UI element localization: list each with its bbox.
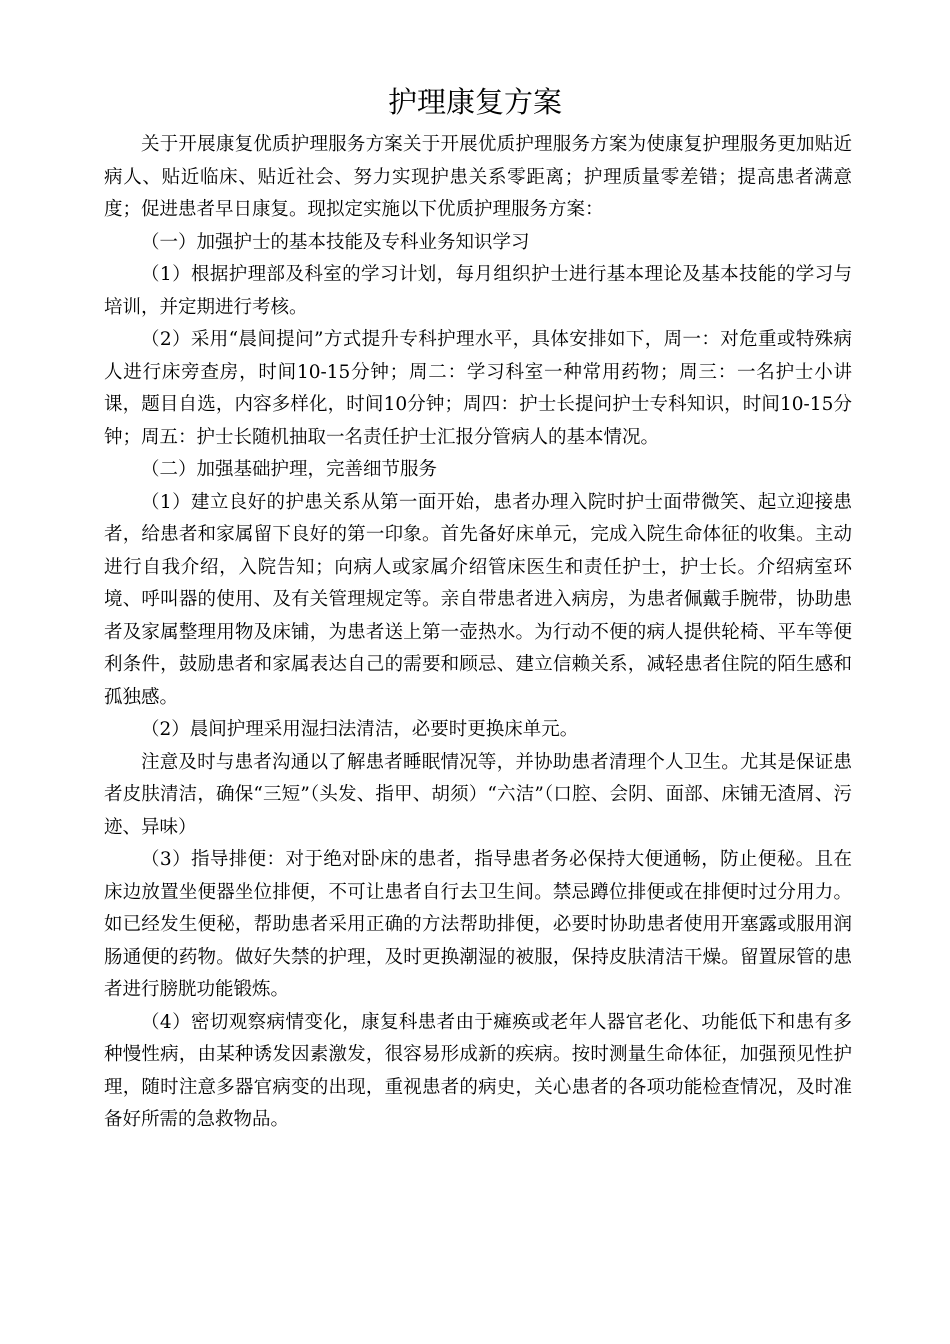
paragraph-2-4: （4）密切观察病情变化，康复科患者由于瘫痪或老年人器官老化、功能低下和患有多种慢性病，由某种诱发因素激发，很容易形成新的疾病。按时测量生命体征，加强预见性护理，随时注意多器官病变的出现，重视患者的病史，关心患者的各项功能检查情况，及时准备好所需的急救物品。 <box>104 1011 852 1130</box>
paragraph-2-3: （3）指导排便：对于绝对卧床的患者，指导患者务必保持大便通畅，防止便秘。且在床边放置坐便器坐位排便，不可让患者自行去卫生间。禁忌蹲位排便或在排便时过分用力。如已经发生便秘，帮助患者采用正确的方法帮助排便，必要时协助患者使用开塞露或服用润肠通便的药物。做好失禁的护理，及时更换潮湿的被服，保持皮肤清洁干燥。留置尿管的患者进行膀胱功能锻炼。 <box>104 849 852 1000</box>
document-title: 护理康复方案 <box>387 85 562 119</box>
section-heading-2: （二）加强基础护理，完善细节服务 <box>141 459 438 480</box>
intro-paragraph: 关于开展康复优质护理服务方案关于开展优质护理服务方案为使康复护理服务更加贴近病人、贴近临床、贴近社会、努力实现护患关系零距离；护理质量零差错；提高患者满意度；促进患者早日康复。现拟定实施以下优质护理服务方案： <box>104 134 852 220</box>
paragraph-2-2: （2）晨间护理采用湿扫法清洁，必要时更换床单元。 <box>141 719 579 740</box>
paragraph-2-2-note: 注意及时与患者沟通以了解患者睡眠情况等，并协助患者清理个人卫生。尤其是保证患者皮肤清洁，确保“三短”（头发、指甲、胡须）“六洁”（口腔、会阴、面部、床铺无渣屑、污迹、异味） <box>104 751 852 838</box>
paragraph-2-1: （1）建立良好的护患关系从第一面开始，患者办理入院时护士面带微笑、起立迎接患者，给患者和家属留下良好的第一印象。首先备好床单元，完成入院生命体征的收集。主动进行自我介绍，入院告知；向病人或家属介绍管床医生和责任护士，护士长。介绍病室环境、呼叫器的使用、及有关管理规定等。亲自带患者进入病房，为患者佩戴手腕带，协助患者及家属整理用物及床铺，为患者送上第一壶热水。为行动不便的病人提供轮椅、平车等便利条件，鼓励患者和家属表达自己的需要和顾忌、建立信赖关系，减轻患者住院的陌生感和孤独感。 <box>104 491 852 708</box>
paragraph-1-2: （2）采用“晨间提问”方式提升专科护理水平，具体安排如下，周一：对危重或特殊病人进行床旁查房，时间10-15分钟；周二：学习科室一种常用药物；周三：一名护士小讲课，题目自选，内容多样化，时间10分钟；周四：护士长提问护士专科知识，时间10-15分钟；周五：护士长随机抽取一名责任护士汇报分管病人的基本情况。 <box>104 329 852 448</box>
section-heading-1: （一）加强护士的基本技能及专科业务知识学习 <box>141 231 530 253</box>
document-body <box>104 129 852 1137</box>
paragraph-1-1: （1）根据护理部及科室的学习计划，每月组织护士进行基本理论及基本技能的学习与培训，并定期进行考核。 <box>104 264 852 318</box>
